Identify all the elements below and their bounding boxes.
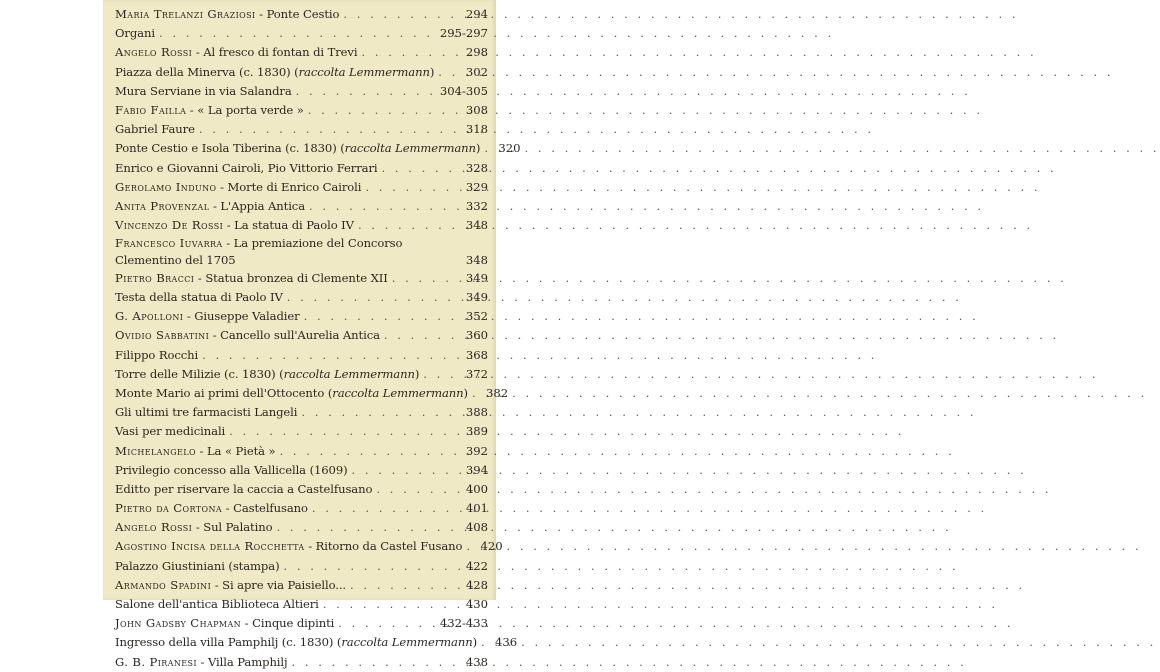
leader-dots	[292, 82, 436, 101]
leader-dots	[462, 537, 476, 556]
entry-page-number: 430	[465, 597, 488, 612]
entry-page-number: 294	[465, 7, 488, 21]
index-entry	[115, 403, 488, 422]
entry-title-end: )	[475, 141, 481, 156]
leader-dots	[480, 139, 494, 158]
entry-text	[115, 403, 297, 422]
entry-page-number: 388	[465, 405, 488, 420]
entry-author: Anita Provenzal	[115, 198, 210, 213]
leader-dots	[272, 518, 461, 537]
entry-collection: raccolta Lemmermann	[341, 635, 473, 650]
entry-text	[115, 269, 388, 288]
entry-author: Gerolamo Induno	[115, 179, 217, 194]
entry-title: - Sul Palatino	[192, 520, 273, 535]
leader-dots	[348, 461, 462, 480]
entry-text	[115, 139, 480, 158]
entry-page-number: 432-433	[439, 616, 488, 631]
entry-title: - « La porta verde »	[186, 102, 304, 117]
entry-title: - La « Pietà »	[195, 443, 276, 458]
index-entry	[115, 499, 488, 518]
illustrations-index	[115, 5, 521, 672]
entry-title: - L'Appia Antica	[209, 198, 306, 213]
entry-title: - Morte di Enrico Cairoli	[216, 179, 362, 194]
entry-text	[115, 576, 346, 595]
entry-title: - Ritorno da Castel Fusano	[304, 539, 463, 554]
entry-text	[115, 216, 354, 235]
leader-dots	[225, 422, 462, 441]
entry-title: Piazza della Minerva (c. 1830) (	[115, 64, 299, 79]
entry-text	[115, 101, 304, 120]
entry-title: - Cancello sull'Aurelia Antica	[209, 328, 380, 343]
index-entry	[115, 24, 488, 43]
entry-text	[115, 614, 334, 633]
entry-title: Ingresso della villa Pamphilj (c. 1830) (	[115, 635, 342, 650]
entry-title: - Giuseppe Valadier	[183, 309, 300, 324]
entry-text	[115, 557, 280, 576]
entry-page-number: 420	[480, 539, 503, 554]
entry-page-number: 304-305	[439, 83, 488, 98]
entry-page-number: 438	[465, 654, 488, 669]
leader-dots	[468, 384, 482, 403]
entry-author: Fabio Failla	[115, 102, 187, 117]
entry-page-number: 400	[465, 481, 488, 496]
entry-collection: raccolta Lemmermann	[283, 366, 415, 381]
index-entry	[115, 139, 521, 158]
entry-title: Editto per riservare la caccia a Castelfusano	[115, 481, 373, 496]
leader-dots	[372, 480, 461, 499]
leader-dots	[378, 159, 462, 178]
entry-author: Francesco Iuvarra	[115, 236, 223, 251]
entry-page-number: 360	[465, 328, 488, 343]
entry-text	[115, 197, 305, 216]
index-entry	[115, 365, 488, 384]
entry-title: Vasi per medicinali	[115, 424, 226, 439]
leader-dots	[419, 365, 462, 384]
entry-collection: raccolta Lemmermann	[298, 64, 430, 79]
index-entry	[115, 461, 488, 480]
leader-dots	[477, 633, 491, 652]
index-entry	[115, 576, 488, 595]
entry-page-number: 318	[465, 122, 488, 137]
entry-page-number: 392	[465, 443, 488, 458]
index-entry	[115, 197, 488, 216]
leader-dots	[305, 197, 462, 216]
index-entry	[115, 235, 488, 269]
entry-collection: raccolta Lemmermann	[344, 141, 476, 156]
entry-text	[115, 595, 319, 614]
leader-dots	[339, 5, 461, 24]
entry-title: Torre delle Milizie (c. 1830) (	[115, 366, 284, 381]
index-entry	[115, 82, 488, 101]
index-entry	[115, 653, 488, 672]
leader-dots	[198, 346, 462, 365]
entry-text	[115, 5, 339, 24]
entry-page-number: 382	[485, 385, 509, 400]
entry-title: Palazzo Giustiniani (stampa)	[115, 558, 280, 573]
index-entry	[115, 480, 488, 499]
entry-title: Testa della statua di Paolo IV	[115, 290, 283, 305]
entry-title: Gabriel Faure	[115, 122, 195, 137]
entry-author: Angelo Rossi	[115, 520, 193, 535]
leader-dots	[288, 653, 462, 672]
entry-page-number: 389	[465, 424, 488, 439]
entry-text	[115, 499, 308, 518]
leader-dots	[155, 24, 436, 43]
entry-title: Mura Serviane in via Salandra	[115, 83, 292, 98]
leader-dots	[276, 442, 462, 461]
leader-dots	[346, 576, 462, 595]
entry-title: Ponte Cestio e Isola Tiberina (c. 1830) (	[115, 141, 345, 156]
entry-author: John Gadsby Chapman	[115, 616, 242, 631]
entry-page-number: 394	[465, 462, 488, 477]
entry-title: - La premiazione del Concorso Clementino del 1705	[115, 236, 403, 268]
entry-title-end: )	[463, 385, 468, 400]
leader-dots	[388, 269, 462, 288]
index-entry	[115, 633, 518, 652]
entry-text	[115, 384, 468, 403]
entry-text	[115, 63, 434, 82]
index-entry	[115, 384, 509, 403]
leader-dots	[319, 595, 462, 614]
entry-text	[115, 82, 292, 101]
index-entry	[115, 326, 488, 345]
index-entry	[115, 63, 488, 82]
leader-dots	[434, 63, 462, 82]
entry-author: G. Apolloni	[115, 309, 184, 324]
entry-page-number: 408	[465, 520, 488, 535]
entry-title-end: )	[472, 635, 478, 650]
entry-text	[115, 43, 357, 62]
index-entry	[115, 5, 488, 24]
entry-collection: raccolta Lemmermann	[332, 385, 464, 400]
entry-page-number: 302	[465, 64, 488, 79]
index-entry	[115, 101, 488, 120]
entry-author: Vincenzo De Rossi	[115, 218, 224, 233]
index-entry	[115, 216, 488, 235]
index-entry	[115, 614, 488, 633]
entry-text	[115, 518, 272, 537]
entry-title: Filippo Rocchi	[115, 347, 199, 362]
entry-title: - Ponte Cestio	[255, 7, 340, 21]
entry-author: Ovidio Sabbatini	[115, 328, 210, 343]
index-entry	[115, 537, 503, 556]
entry-page-number: 348	[465, 218, 488, 233]
entry-title: - La statua di Paolo IV	[223, 218, 354, 233]
index-entry	[115, 178, 488, 197]
entry-author: Michelangelo	[115, 443, 196, 458]
leader-dots	[334, 614, 436, 633]
index-entry	[115, 595, 488, 614]
entry-title-end: )	[414, 366, 420, 381]
book-page	[103, 0, 521, 669]
entry-page-number: 308	[465, 102, 488, 117]
index-entry	[115, 442, 488, 461]
leader-dots	[304, 101, 462, 120]
entry-page-number: 349	[465, 290, 488, 305]
leader-dots	[297, 403, 461, 422]
entry-page-number: 368	[465, 347, 488, 362]
entry-title: Privilegio concesso alla Vallicella (1609)	[115, 462, 348, 477]
entry-page-number: 436	[495, 635, 518, 650]
entry-title: - Al fresco di fontan di Trevi	[192, 45, 358, 60]
entry-title: Enrico e Giovanni Cairoli, Pio Vittorio Ferrari	[115, 160, 378, 175]
entry-text	[115, 480, 372, 499]
entry-page-number: 352	[465, 309, 488, 324]
entry-text	[115, 537, 462, 556]
index-entry	[115, 43, 488, 62]
leader-dots	[380, 326, 462, 345]
entry-author: G. B. Piranesi	[115, 654, 197, 669]
entry-text	[115, 461, 348, 480]
leader-dots	[195, 120, 462, 139]
leader-dots	[308, 499, 462, 518]
index-entry	[115, 269, 488, 288]
entry-title: Organi	[115, 26, 155, 41]
entry-author: Agostino Incisa della Rocchetta	[115, 539, 305, 554]
index-entry	[115, 307, 488, 326]
entry-text	[115, 288, 283, 307]
entry-text	[115, 235, 488, 269]
entry-page-number: 320	[498, 141, 521, 156]
leader-dots	[361, 178, 461, 197]
entry-title-end: )	[429, 64, 435, 79]
entry-text	[115, 442, 276, 461]
index-entry	[115, 557, 488, 576]
entry-page-number: 295-297	[439, 26, 488, 41]
index-entry	[115, 422, 488, 441]
entry-page-number: 401	[465, 501, 488, 516]
entry-title: Monte Mario ai primi dell'Ottocento (	[115, 385, 333, 400]
entry-text	[115, 653, 288, 672]
entry-page-number: 349	[465, 270, 488, 285]
entry-page-number: 328	[465, 160, 488, 175]
index-entry	[115, 518, 488, 537]
entry-page-number: 329	[465, 179, 488, 194]
entry-text	[115, 178, 361, 197]
entry-title: - Villa Pamphilj	[196, 654, 288, 669]
entry-author: Armando Spadini	[115, 577, 212, 592]
entry-page-number: 298	[465, 45, 488, 60]
entry-page-number: 332	[465, 198, 488, 213]
leader-dots	[357, 43, 461, 62]
index-entry	[115, 346, 488, 365]
entry-page-number: 348	[465, 253, 488, 268]
entry-title: Salone dell'antica Biblioteca Altieri	[115, 597, 319, 612]
entry-author: Pietro da Cortona	[115, 501, 223, 516]
index-entry	[115, 120, 488, 139]
entry-title: - Si apre via Paisiello...	[211, 577, 347, 592]
entry-text	[115, 346, 198, 365]
leader-dots	[280, 557, 462, 576]
entry-text	[115, 326, 380, 345]
entry-text	[115, 120, 195, 139]
leader-dots	[283, 288, 462, 307]
entry-title: Gli ultimi tre farmacisti Langeli	[115, 405, 298, 420]
entry-author: Pietro Bracci	[115, 270, 195, 285]
leader-dots	[300, 307, 462, 326]
entry-page-number: 428	[465, 577, 488, 592]
entry-author: Maria Trelanzi Graziosi	[115, 7, 256, 21]
entry-page-number: 422	[465, 558, 488, 573]
entry-title: - Statua bronzea di Clemente XII	[194, 270, 388, 285]
entry-text	[115, 365, 419, 384]
entry-text	[115, 24, 155, 43]
entry-text	[115, 422, 225, 441]
leader-dots	[354, 216, 462, 235]
entry-page-number: 372	[465, 366, 488, 381]
entry-text	[115, 633, 477, 652]
index-entry	[115, 288, 488, 307]
entry-text	[115, 307, 300, 326]
entry-author: Angelo Rossi	[115, 45, 193, 60]
entry-title: - Cinque dipinti	[241, 616, 335, 631]
index-entry	[115, 159, 488, 178]
entry-title: - Castelfusano	[222, 501, 308, 516]
entry-text	[115, 159, 378, 178]
